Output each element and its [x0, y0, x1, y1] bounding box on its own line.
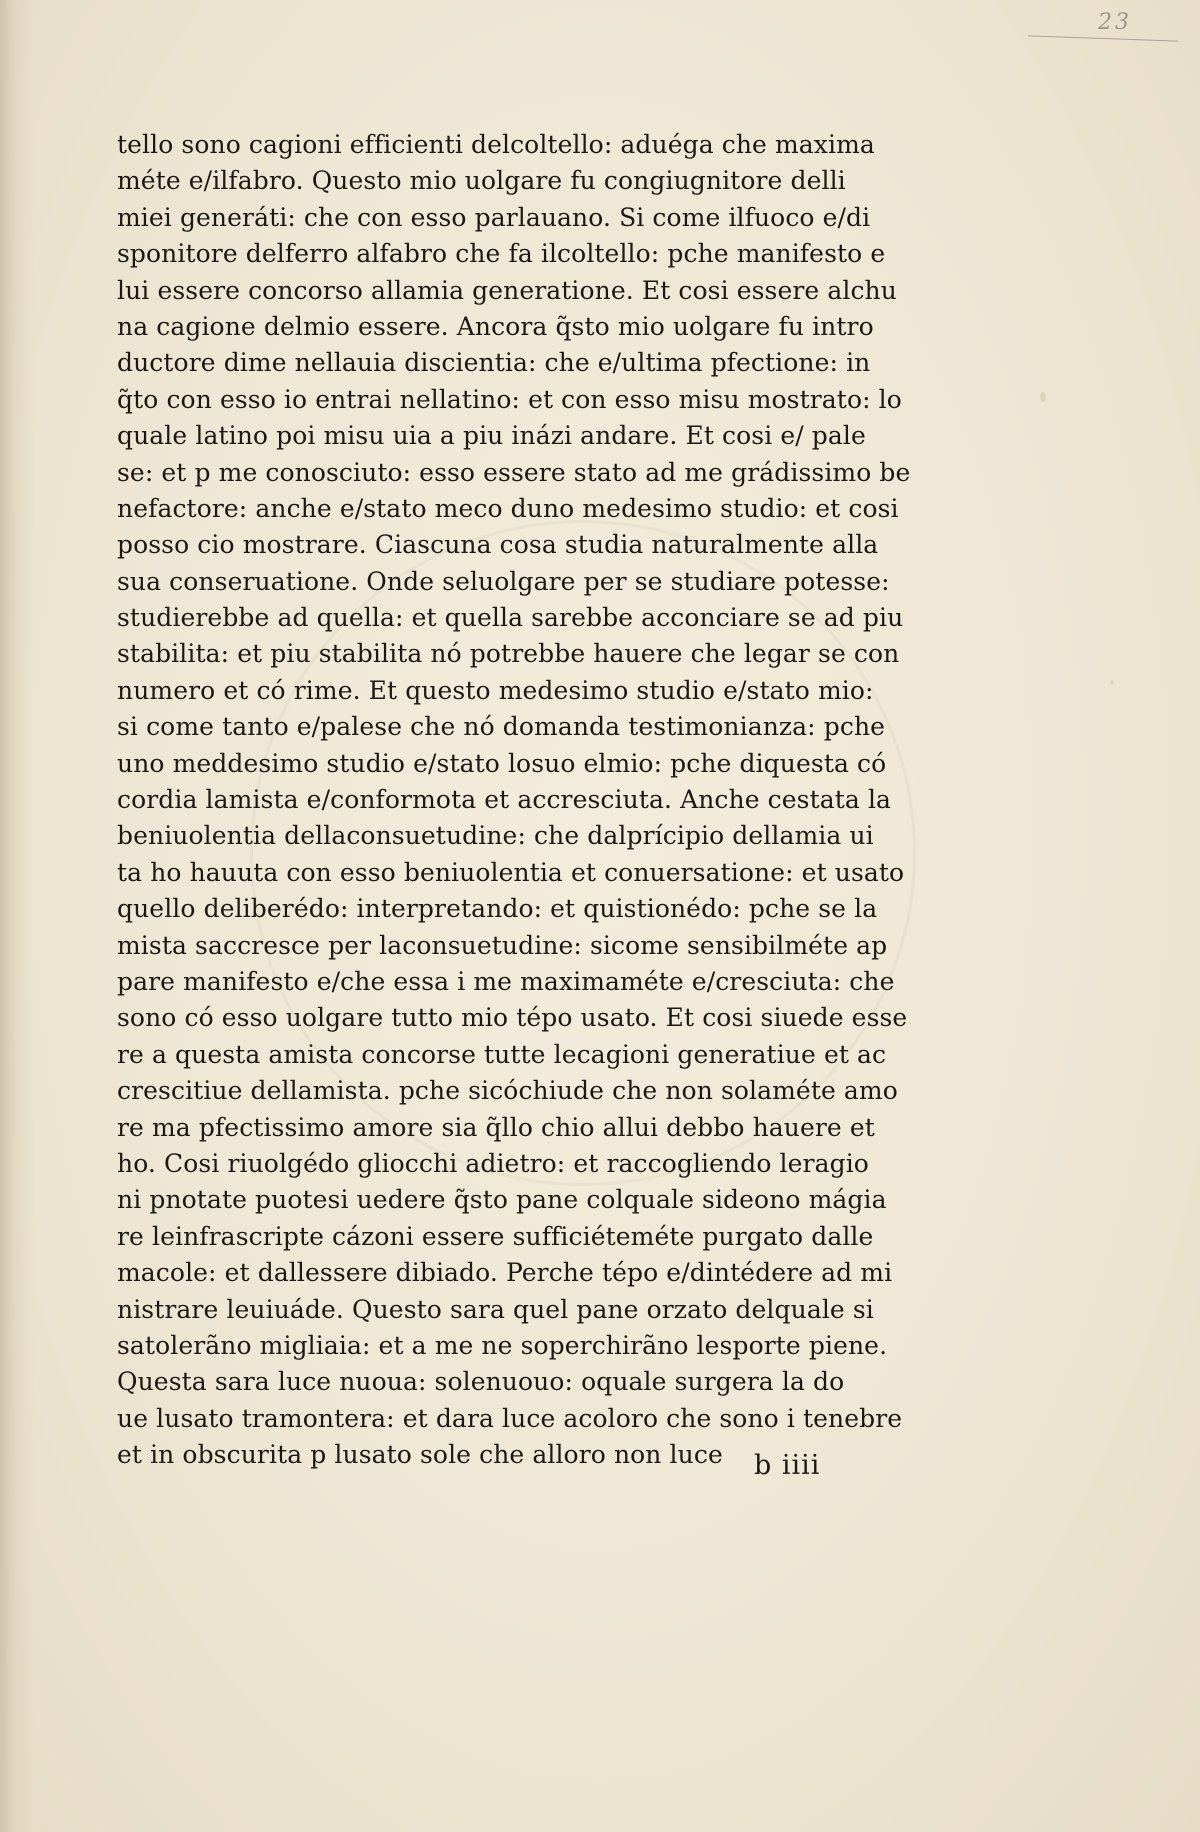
text-line: re a questa amista concorse tutte lecagioni generatiue et ac: [117, 1039, 887, 1069]
text-line: ue lusato tramontera: et dara luce acoloro che sono i tenebre: [117, 1403, 903, 1433]
text-line: numero et có rime. Et questo medesimo studio e/stato mio:: [117, 675, 874, 705]
text-line: quello deliberédo: interpretando: et quistionédo: pche se la: [117, 894, 878, 924]
text-line: si come tanto e/palese che nó domanda testimonianza: pche: [117, 712, 886, 742]
text-line: stabilita: et piu stabilita nó potrebbe hauere che legar se con: [117, 639, 900, 669]
folio-number: 23: [1098, 10, 1132, 35]
folio-rule: [1028, 35, 1178, 41]
text-line: tello sono cagioni efficienti delcoltello: aduéga che maxima: [117, 130, 875, 159]
text-line: ductore dime nellauia discientia: che e/ultima pfectione: in: [117, 348, 871, 378]
text-line: sua conseruatione. Onde seluolgare per se studiare potesse:: [117, 566, 890, 596]
signature-mark: b iiii: [754, 1450, 821, 1481]
text-line: nistrare leuiuáde. Questo sara quel pane orzato delquale si: [117, 1294, 874, 1324]
page-gutter-shadow: [0, 0, 34, 1832]
text-line: studierebbe ad quella: et quella sarebbe acconciare se ad piu: [117, 603, 904, 633]
paper-stain: [1110, 680, 1114, 685]
text-line: ta ho hauuta con esso beniuolentia et conuersatione: et usato: [117, 857, 905, 887]
text-line: na cagione delmio essere. Ancora q̃sto mio uolgare fu intro: [117, 311, 874, 341]
text-line: sono có esso uolgare tutto mio tépo usato. Et cosi siuede esse: [117, 1003, 908, 1033]
text-line: beniuolentia dellaconsuetudine: che dalprícipio dellamia ui: [117, 821, 874, 851]
text-line: re leinfrascripte cázoni essere sufficiéteméte purgato dalle: [117, 1221, 874, 1251]
text-line: crescitiue dellamista. pche sicóchiude che non solaméte amo: [117, 1076, 898, 1106]
text-line: cordia lamista e/conformota et accresciuta. Anche cestata la: [117, 785, 892, 815]
text-line: sponitore delferro alfabro che fa ilcoltello: pche manifesto e: [117, 239, 886, 269]
text-line: Questa sara luce nuoua: solenuouo: oquale surgera la do: [117, 1367, 845, 1397]
text-line: q̃to con esso io entrai nellatino: et con esso misu mostrato: lo: [117, 384, 902, 414]
text-line: se: et p me conosciuto: esso essere stato ad me grádissimo be: [117, 457, 911, 487]
text-line: mista saccresce per laconsuetudine: sicome sensibilméte ap: [117, 930, 888, 960]
folio-marker: [1028, 4, 1178, 48]
text-line: posso cio mostrare. Ciascuna cosa studia naturalmente alla: [117, 530, 879, 560]
text-line: méte e/ilfabro. Questo mio uolgare fu congiugnitore delli: [117, 166, 846, 196]
text-line: lui essere concorso allamia generatione. Et cosi essere alchu: [117, 275, 897, 305]
text-line: ho. Cosi riuolgédo gliocchi adietro: et raccogliendo leragio: [117, 1148, 869, 1178]
text-line: quale latino poi misu uia a piu inázi andare. Et cosi e/ pale: [117, 421, 866, 451]
body-text: [117, 127, 911, 1473]
text-line: ni pnotate puotesi uedere q̃sto pane colquale sideono mágia: [117, 1185, 887, 1215]
text-line: macole: et dallessere dibiado. Perche tépo e/dintédere ad mi: [117, 1258, 893, 1288]
text-line: re ma pfectissimo amore sia q̃llo chio allui debbo hauere et: [117, 1112, 875, 1142]
text-line: satolerãno migliaia: et a me ne soperchirãno lesporte piene.: [117, 1330, 888, 1360]
paper-stain: [1040, 392, 1046, 402]
text-line: miei generáti: che con esso parlauano. Si come ilfuoco e/di: [117, 202, 871, 232]
text-line: et in obscurita p lusato sole che alloro non luce: [117, 1440, 723, 1470]
text-line: nefactore: anche e/stato meco duno medesimo studio: et cosi: [117, 493, 899, 523]
text-line: uno meddesimo studio e/stato losuo elmio: pche diquesta có: [117, 748, 887, 778]
text-line: pare manifesto e/che essa i me maximaméte e/cresciuta: che: [117, 966, 895, 996]
